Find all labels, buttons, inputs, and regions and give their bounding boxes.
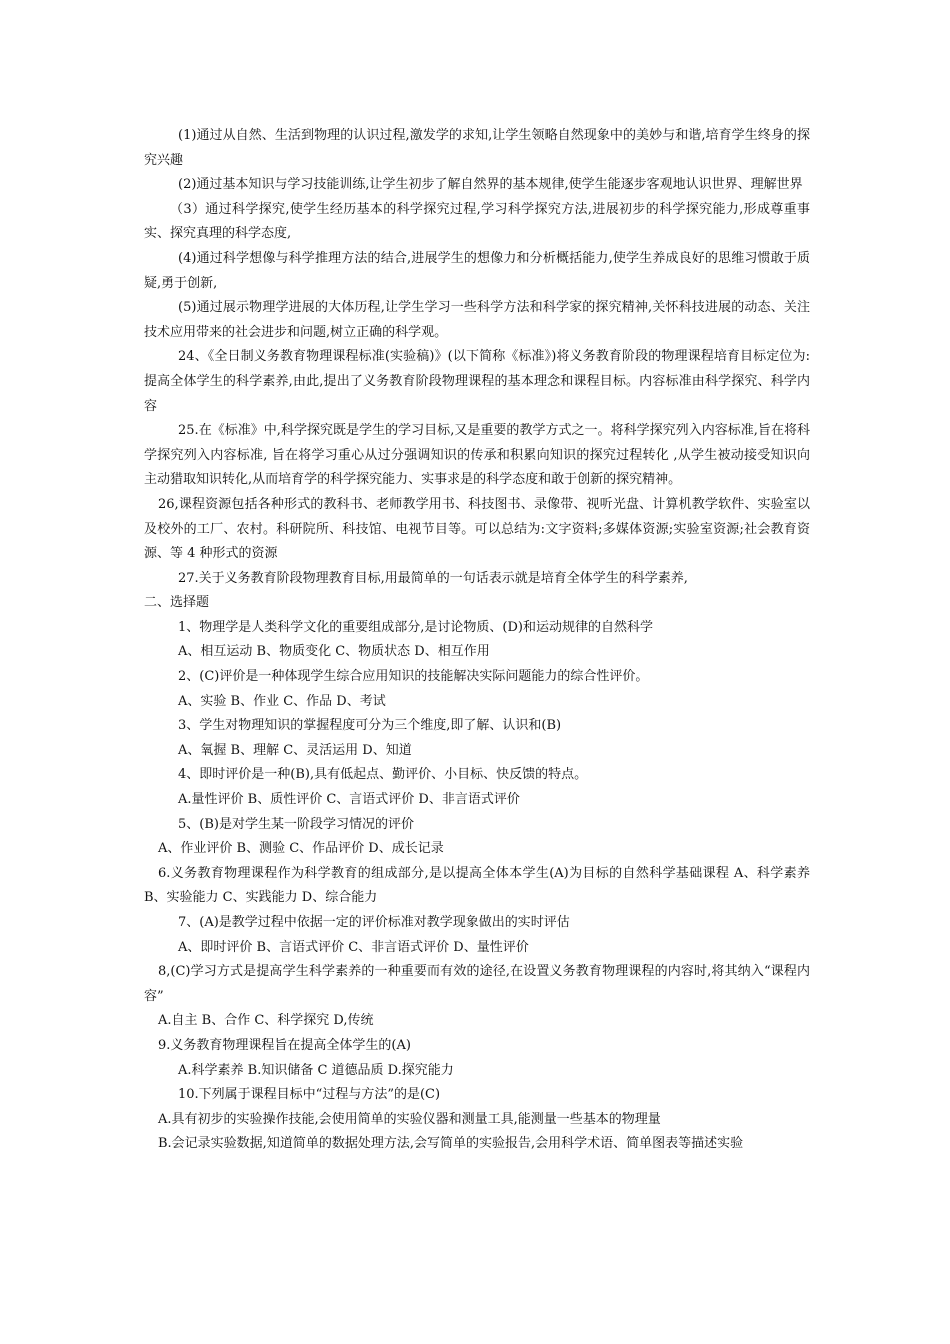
goal-paragraph-1: (1)通过从自然、生活到物理的认识过程,激发学的求知,让学生领略自然现象中的美妙与和谐,培育学生终身的探究兴趣: [144, 128, 810, 168]
goal-paragraph-5: (5)通过展示物理学进展的大体历程,让学生学习一些科学方法和科学家的探究精神,关怀科技进展的动态、关注技术应用带来的社会进步和问题,树立正确的科学观。: [144, 300, 810, 340]
item-24-paragraph: 24、《全日制义务教育物理课程标准(实验稿)》(以下简称《标准》)将义务教育阶段的物理课程培育目标定位为:提高全体学生的科学素养,由此,提出了义务教育阶段物理课程的基本理念和课程目标。内容标准由科学探究、科学内容: [144, 349, 810, 414]
goal-paragraph-3: （3）通过科学探究,使学生经历基本的科学探究过程,学习科学探究方法,进展初步的科学探究能力,形成尊重事实、探究真理的科学态度,: [144, 201, 810, 242]
question-3-options: A、氧握 B、理解 C、灵活运用 D、知道: [178, 742, 412, 758]
question-2-options: A、实验 B、作业 C、作品 D、考试: [178, 693, 386, 709]
item-27-paragraph: 27.关于义务教育阶段物理教育目标,用最简单的一句话表示就是培育全体学生的科学素养,: [178, 570, 688, 586]
question-4-options: A.量性评价 B、质性评价 C、言语式评价 D、非言语式评价: [178, 792, 520, 808]
question-3: 3、学生对物理知识的掌握程度可分为三个维度,即了解、认识和(B): [178, 718, 562, 734]
question-10-option-a: A.具有初步的实验操作技能,会使用简单的实验仪器和测量工具,能测量一些基本的物理量: [158, 1111, 661, 1127]
item-25-paragraph: 25.在《标准》中,科学探究既是学生的学习目标,又是重要的教学方式之一。将科学探究列入内容标准,旨在将科学探究列入内容标准, 旨在将学习重心从过分强调知识的传承和积累向知识的探究过程转化 ,从学生被动接受知识向主动猎取知识转化,从而培育学的科学探究能力、实事求是的科学态度和敢于创新的探究精神。: [144, 423, 810, 488]
question-10: 10.下列属于课程目标中“过程与方法”的是(C): [178, 1087, 441, 1103]
question-4: 4、即时评价是一种(B),具有低起点、勤评价、小目标、快反馈的特点。: [178, 767, 588, 783]
goal-paragraph-4: (4)通过科学想像与科学推理方法的结合,进展学生的想像力和分析概括能力,使学生养成良好的思维习惯敢于质疑,勇于创新,: [144, 250, 810, 291]
question-10-option-b: B.会记录实验数据,知道简单的数据处理方法,会写简单的实验报告,会用科学术语、简单图表等描述实验: [158, 1136, 744, 1152]
question-7-options: A、即时评价 B、言语式评价 C、非言语式评价 D、量性评价: [178, 939, 529, 955]
document-page: [144, 124, 810, 1157]
question-5: 5、(B)是对学生某一阶段学习情况的评价: [178, 816, 414, 832]
section-heading: 二、选择题: [144, 595, 210, 611]
question-1: 1、物理学是人类科学文化的重要组成部分,是讨论物质、(D)和运动规律的自然科学: [178, 619, 653, 635]
question-9-options: A.科学素养 B.知识储备 C 道德品质 D.探究能力: [178, 1062, 454, 1078]
question-8: 8,(C)学习方式是提高学生科学素养的一种重要而有效的途径,在设置义务教育物理课程的内容时,将其纳入“课程内容”: [144, 964, 810, 1004]
item-26-paragraph: 26,课程资源包括各种形式的教科书、老师教学用书、科技图书、录像带、视听光盘、计算机教学软件、实验室以及校外的工厂、农村。科研院所、科技馆、电视节目等。可以总结为:文字资料;多媒体资源;实验室资源;社会教育资源、等 4 种形式的资源: [144, 496, 810, 562]
question-7: 7、(A)是教学过程中依据一定的评价标准对教学现象做出的实时评估: [178, 915, 570, 930]
question-5-options: A、作业评价 B、测验 C、作品评价 D、成长记录: [158, 841, 444, 857]
question-6: 6.义务教育物理课程作为科学教育的组成部分,是以提高全体本学生(A)为目标的自然科学基础课程 A、科学素养 B、实验能力 C、实践能力 D、综合能力: [144, 865, 810, 906]
question-9: 9.义务教育物理课程旨在提高全体学生的(A): [158, 1037, 411, 1053]
question-1-options: A、相互运动 B、物质变化 C、物质状态 D、相互作用: [178, 644, 490, 660]
goal-paragraph-2: (2)通过基本知识与学习技能训练,让学生初步了解自然界的基本规律,使学生能逐步客观地认识世界、理解世界: [178, 177, 803, 193]
question-8-options: A.自主 B、合作 C、科学探究 D,传统: [158, 1013, 374, 1029]
question-2: 2、(C)评价是一种体现学生综合应用知识的技能解决实际问题能力的综合性评价。: [178, 669, 649, 685]
